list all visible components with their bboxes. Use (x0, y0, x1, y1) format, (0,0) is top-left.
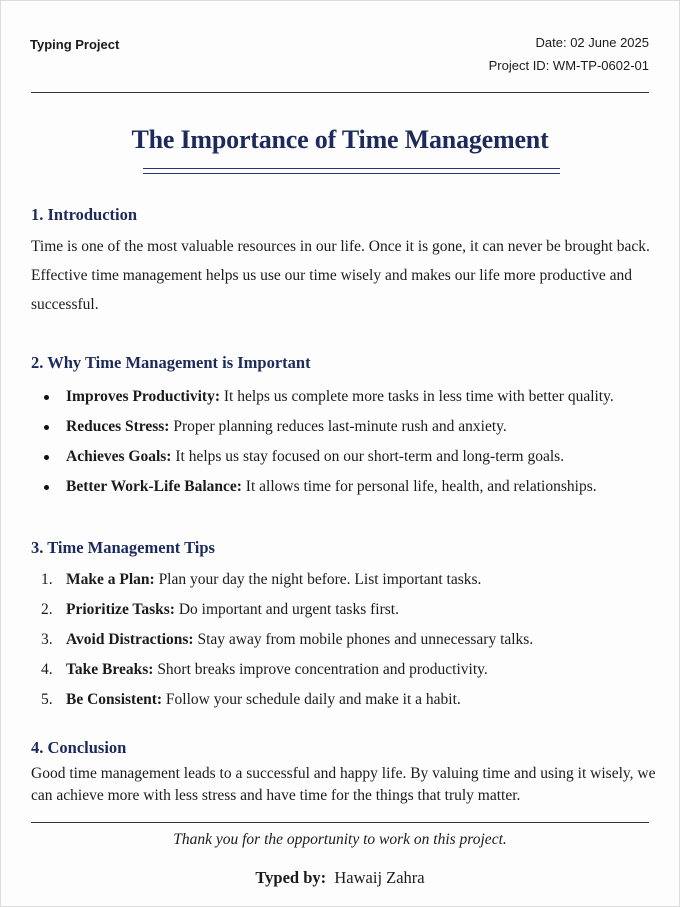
conclusion-heading: 4. Conclusion (31, 738, 127, 757)
header-divider (31, 92, 649, 93)
why-list (31, 382, 671, 502)
list-item (31, 442, 671, 472)
project-label: Typing Project (30, 37, 120, 52)
item-number: 2. (41, 601, 53, 618)
item-text: Short breaks improve concentration and productivity. (153, 661, 488, 678)
item-term: Be Consistent: (66, 691, 163, 708)
typed-by (1, 868, 679, 888)
tips-heading: 3. Time Management Tips (31, 538, 215, 557)
item-term: Make a Plan: (66, 571, 155, 588)
list-item (31, 595, 671, 625)
item-term: Improves Productivity: (66, 388, 220, 405)
project-date: Date: 02 June 2025 (535, 35, 649, 50)
item-number: 1. (41, 571, 53, 588)
item-term: Reduces Stress: (66, 418, 170, 435)
bullet-icon (44, 425, 49, 430)
list-item (31, 472, 671, 502)
conclusion-text: Good time management leads to a successful and happy life. By valuing time and using it wisely, we can achieve more with less stress and have time for the things that truly matter. (31, 765, 656, 804)
list-item (31, 382, 671, 412)
why-heading: 2. Why Time Management is Important (31, 353, 311, 372)
bullet-icon (44, 485, 49, 490)
item-term: Achieves Goals: (66, 448, 172, 465)
typed-by-label: Typed by: (255, 868, 327, 887)
thanks-note: Thank you for the opportunity to work on this project. (173, 831, 507, 848)
list-item (31, 565, 671, 595)
list-item (31, 412, 671, 442)
title-underline-bottom (143, 173, 560, 174)
item-text: Plan your day the night before. List important tasks. (154, 571, 482, 588)
introduction-heading: 1. Introduction (31, 205, 138, 224)
list-item (31, 625, 671, 655)
item-term: Take Breaks: (66, 661, 154, 678)
title-underline-top (143, 168, 560, 169)
item-term: Prioritize Tasks: (66, 601, 175, 618)
typed-by-name: Hawaij Zahra (334, 868, 425, 887)
bullet-icon (44, 455, 49, 460)
bullet-icon (44, 395, 49, 400)
item-text: Proper planning reduces last-minute rush and anxiety. (169, 418, 507, 435)
tips-list (31, 565, 671, 715)
item-number: 5. (41, 691, 53, 708)
item-text: It helps us complete more tasks in less time with better quality. (220, 388, 614, 405)
project-id: Project ID: WM-TP-0602-01 (488, 58, 649, 73)
introduction-text: Time is one of the most valuable resources in our life. Once it is gone, it can never be brought back. Effective time management helps us use our time wisely and makes our life more productive and successful. (31, 238, 650, 313)
item-text: It allows time for personal life, health, and relationships. (241, 478, 597, 495)
item-text: Follow your schedule daily and make it a habit. (162, 691, 461, 708)
footer-divider (31, 822, 649, 823)
item-term: Better Work-Life Balance: (66, 478, 242, 495)
item-term: Avoid Distractions: (66, 631, 194, 648)
page-title: The Importance of Time Management (131, 125, 549, 154)
item-number: 3. (41, 631, 53, 648)
item-text: Do important and urgent tasks first. (174, 601, 399, 618)
item-text: It helps us stay focused on our short-term and long-term goals. (171, 448, 565, 465)
list-item (31, 685, 671, 715)
item-text: Stay away from mobile phones and unnecessary talks. (193, 631, 534, 648)
item-number: 4. (41, 661, 53, 678)
list-item (31, 655, 671, 685)
